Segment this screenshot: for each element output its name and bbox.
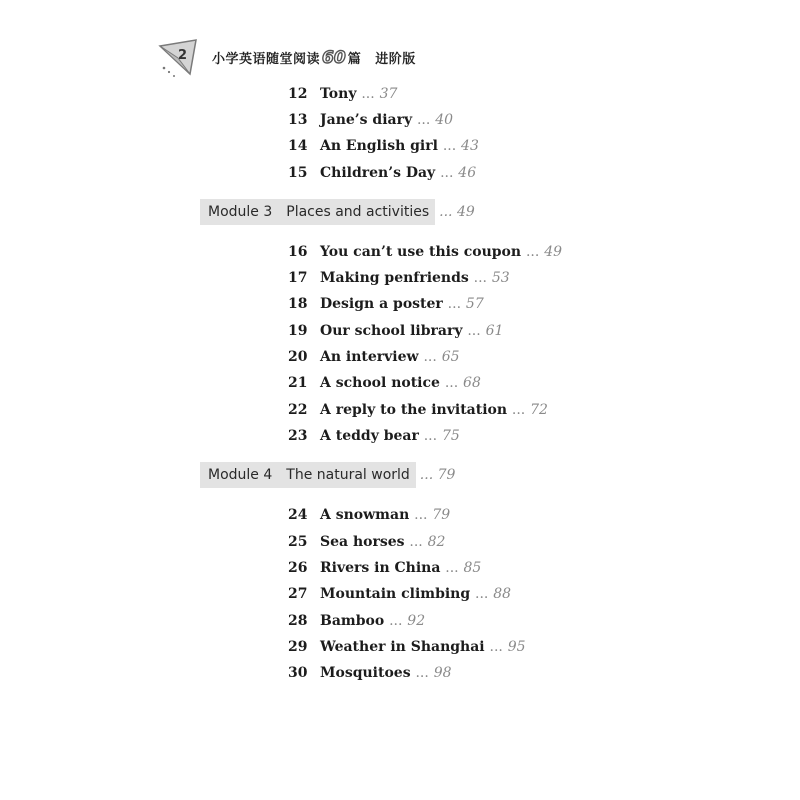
module-name: The natural world	[286, 467, 410, 483]
lesson-title: Jane’s diary	[320, 112, 413, 128]
toc-entry[interactable]	[288, 163, 476, 183]
toc-entry[interactable]	[288, 242, 562, 262]
leader-dots: ...	[467, 323, 481, 339]
lesson-title: Weather in Shanghai	[320, 639, 485, 655]
toc-entry[interactable]	[288, 426, 460, 446]
module-heading[interactable]	[200, 462, 455, 488]
leader-dots: ...	[444, 375, 459, 391]
toc-entry[interactable]	[288, 637, 526, 657]
lesson-number: 14	[288, 138, 308, 154]
book-title-text: 小学英语随堂阅读	[212, 52, 321, 67]
lesson-page: 37	[379, 86, 398, 102]
toc-entry[interactable]	[288, 373, 481, 393]
lesson-number: 16	[288, 244, 308, 260]
toc-entry[interactable]	[288, 663, 452, 683]
lesson-number: 28	[288, 613, 308, 629]
lesson-number: 20	[288, 349, 308, 365]
lesson-title: A school notice	[320, 375, 440, 391]
lesson-title: Our school library	[320, 323, 463, 339]
toc-entry[interactable]	[288, 110, 453, 130]
toc-entry[interactable]	[288, 558, 481, 578]
leader-dots: ...	[361, 86, 375, 102]
lesson-page: 40	[435, 112, 454, 128]
toc-entry[interactable]	[288, 611, 425, 631]
toc-entry[interactable]	[288, 584, 511, 604]
lesson-number: 19	[288, 323, 308, 339]
lesson-title: Bamboo	[320, 613, 385, 629]
toc-entry[interactable]	[288, 321, 503, 341]
leader-dots: ...	[416, 112, 431, 128]
lesson-number: 21	[288, 375, 308, 391]
leader-dots: ...	[525, 244, 540, 260]
module-page-ref	[439, 199, 475, 225]
leader-dots: ...	[439, 204, 453, 220]
lesson-number: 17	[288, 270, 308, 286]
lesson-title: You can’t use this coupon	[320, 244, 522, 260]
module-label: Module 4	[208, 467, 273, 483]
module-name: Places and activities	[286, 204, 430, 220]
lesson-number: 22	[288, 402, 308, 418]
book-title-suffix: 篇	[347, 52, 362, 67]
lesson-page: 65	[441, 349, 460, 365]
toc-entry[interactable]	[288, 505, 450, 525]
leader-dots: ...	[442, 138, 457, 154]
lesson-title: Mosquitoes	[320, 665, 411, 681]
lesson-title: An interview	[320, 349, 419, 365]
lesson-number: 15	[288, 165, 308, 181]
lesson-page: 53	[491, 270, 510, 286]
lesson-number: 23	[288, 428, 308, 444]
module-page: 79	[437, 467, 456, 483]
lesson-title: A teddy bear	[320, 428, 419, 444]
lesson-title: Children’s Day	[320, 165, 436, 181]
lesson-page: 43	[461, 138, 479, 154]
lesson-page: 75	[441, 428, 460, 444]
lesson-page: 95	[507, 639, 526, 655]
leader-dots: ...	[440, 165, 454, 181]
leader-dots: ...	[419, 467, 434, 483]
lesson-page: 82	[427, 534, 446, 550]
leader-dots: ...	[423, 349, 437, 365]
leader-dots: ...	[389, 613, 403, 629]
lesson-page: 49	[544, 244, 563, 260]
leader-dots: ...	[473, 270, 488, 286]
lesson-number: 26	[288, 560, 308, 576]
module-label-box	[200, 199, 435, 225]
module-page: 49	[456, 204, 475, 220]
lesson-page: 85	[463, 560, 482, 576]
toc-entry[interactable]	[288, 347, 460, 367]
toc-entry[interactable]	[288, 268, 510, 288]
lesson-title: Tony	[320, 86, 357, 102]
leader-dots: ...	[415, 665, 429, 681]
toc-entry[interactable]	[288, 136, 479, 156]
lesson-title: A reply to the invitation	[320, 402, 508, 418]
lesson-title: Rivers in China	[320, 560, 441, 576]
lesson-title: Design a poster	[320, 296, 443, 312]
book-title-number: 60	[322, 48, 346, 68]
module-heading[interactable]	[200, 199, 475, 225]
lesson-number: 24	[288, 507, 308, 523]
leader-dots: ...	[489, 639, 503, 655]
lesson-title: Making penfriends	[320, 270, 469, 286]
toc-entry[interactable]	[288, 400, 548, 420]
lesson-page: 88	[493, 586, 512, 602]
lesson-page: 79	[432, 507, 451, 523]
lesson-page: 72	[530, 402, 548, 418]
lesson-number: 12	[288, 86, 308, 102]
module-label-box	[200, 462, 416, 488]
lesson-title: Sea horses	[320, 534, 405, 550]
leader-dots: ...	[511, 402, 526, 418]
module-page-ref	[420, 462, 456, 488]
lesson-title: Mountain climbing	[320, 586, 471, 602]
toc-entry[interactable]	[288, 84, 397, 104]
lesson-title: An English girl	[320, 138, 438, 154]
toc-entry[interactable]	[288, 532, 445, 552]
leader-dots: ...	[409, 534, 423, 550]
lesson-number: 27	[288, 586, 308, 602]
leader-dots: ...	[447, 296, 462, 312]
lesson-page: 57	[465, 296, 484, 312]
lesson-number: 25	[288, 534, 308, 550]
lesson-page: 46	[458, 165, 477, 181]
lesson-number: 29	[288, 639, 308, 655]
lesson-page: 61	[485, 323, 504, 339]
lesson-title: A snowman	[320, 507, 410, 523]
lesson-page: 92	[407, 613, 426, 629]
lesson-page: 98	[433, 665, 452, 681]
module-label: Module 3	[208, 204, 273, 220]
lesson-number: 18	[288, 296, 308, 312]
leader-dots: ...	[423, 428, 438, 444]
leader-dots: ...	[475, 586, 489, 602]
toc-entry[interactable]	[288, 294, 484, 314]
book-edition: 进阶版	[375, 52, 416, 67]
page-number: 2	[178, 48, 188, 63]
leader-dots: ...	[445, 560, 459, 576]
lesson-number: 13	[288, 112, 308, 128]
lesson-number: 30	[288, 665, 308, 681]
lesson-page: 68	[463, 375, 481, 391]
leader-dots: ...	[414, 507, 428, 523]
